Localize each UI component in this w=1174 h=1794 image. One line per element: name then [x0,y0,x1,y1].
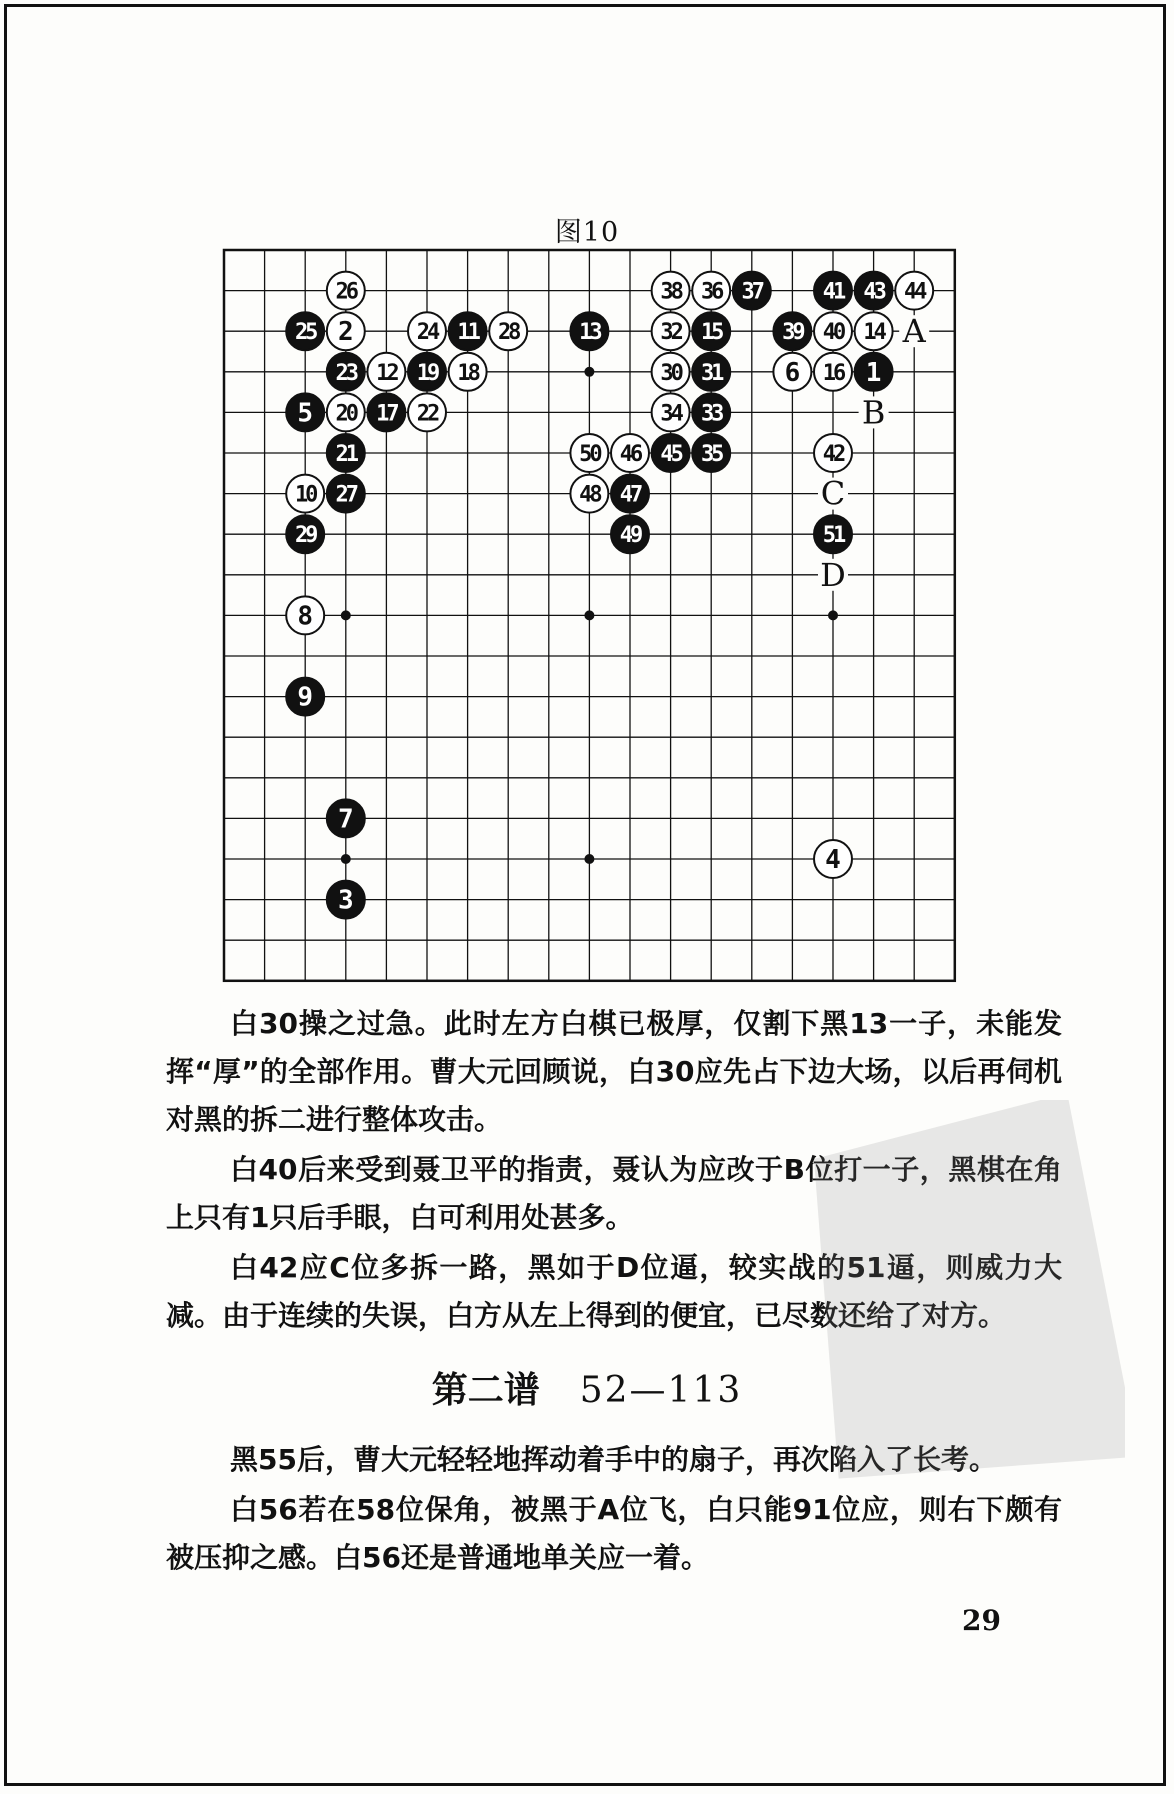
star-point [584,610,594,620]
stone-number: 51 [822,523,844,549]
stone-number: 11 [457,320,478,346]
stone-number: 26 [335,279,357,305]
stone-number: 23 [335,360,357,386]
stone-number: 30 [660,360,681,386]
star-point [584,367,594,377]
stone-number: 44 [903,279,925,305]
stone-number: 8 [297,601,314,632]
stone-number: 27 [335,482,357,508]
stone-number: 12 [376,360,397,386]
stone-number: 42 [822,442,844,467]
stone-number: 46 [619,442,641,467]
stone-number: 18 [457,360,478,386]
stone-number: 3 [337,885,354,916]
paragraph-2: 白40后来受到聂卫平的指责，聂认为应改于B位打一子，黑棋在角上只有1只后手眼，白可利用处甚多。 [166,1153,1062,1234]
stone-number: 49 [619,523,641,549]
stone-number: 31 [700,360,722,386]
stone-number: 48 [579,482,600,508]
stone-number: 34 [660,401,681,427]
stone-number: 19 [416,360,438,386]
stone-number: 43 [863,279,884,305]
stone-number: 6 [784,357,801,388]
section-range: 52—113 [579,1370,743,1411]
stone-number: 32 [660,320,681,346]
stone-number: 37 [741,279,763,305]
stone-number: 24 [416,320,438,346]
stone-number: 17 [376,401,397,427]
paragraph-3: 白42应C位多拆一路，黑如于D位逼，较实战的51逼，则威力大减。由于连续的失误，白方从左上得到的便宜，已尽数还给了对方。 [166,1251,1062,1332]
figure-title: 图10 [554,217,620,248]
stone-number: 21 [335,442,357,467]
stone-number: 40 [822,320,844,346]
stone-number: 15 [700,320,722,346]
stone-number: 22 [416,401,438,427]
letter-mark: B [861,393,886,432]
stone-number: 1 [865,357,882,388]
stone-number: 35 [700,442,722,467]
stone-number: 29 [294,523,316,549]
section-title: 第二谱 [431,1370,540,1411]
stone-number: 41 [822,279,844,305]
stone-number: 45 [660,442,681,467]
page-number: 29 [962,1604,1001,1637]
stone-number: 50 [579,442,600,467]
stone-number: 39 [782,320,803,346]
star-point [828,610,838,620]
stone-number: 5 [297,398,314,429]
stone-number: 36 [700,279,722,305]
stone-number: 9 [297,682,314,713]
star-point [584,854,594,864]
library-stamp-watermark [795,1100,1125,1500]
stone-number: 10 [294,482,316,508]
letter-mark: D [820,555,846,594]
stone-number: 38 [660,279,681,305]
letter-mark: A [902,312,926,351]
stone-number: 33 [700,401,722,427]
letter-mark: C [820,474,846,513]
stone-number: 16 [822,360,844,386]
stone-number: 25 [294,320,316,346]
paragraph-4: 黑55后，曹大元轻轻地挥动着手中的扇子，再次陷入了长考。 [230,1443,997,1476]
stone-number: 47 [619,482,641,508]
stone-number: 7 [337,804,354,835]
stone-number: 28 [497,320,519,346]
stone-number: 2 [337,317,354,348]
paragraph-5: 白56若在58位保角，被黑于A位飞，白只能91位应，则右下颇有被压抑之感。白56还是普通地单关应一着。 [166,1493,1062,1574]
stone-number: 13 [579,320,600,346]
star-point [341,854,351,864]
paragraph-1: 白30操之过急。此时左方白棋已极厚，仅割下黑13一子，未能发挥“厚”的全部作用。曹大元回顾说，白30应先占下边大场，以后再伺机对黑的拆二进行整体攻击。 [166,1007,1062,1136]
stone-number: 4 [825,845,841,875]
star-point [341,610,351,620]
stone-number: 20 [335,401,357,427]
stone-number: 14 [863,320,884,346]
